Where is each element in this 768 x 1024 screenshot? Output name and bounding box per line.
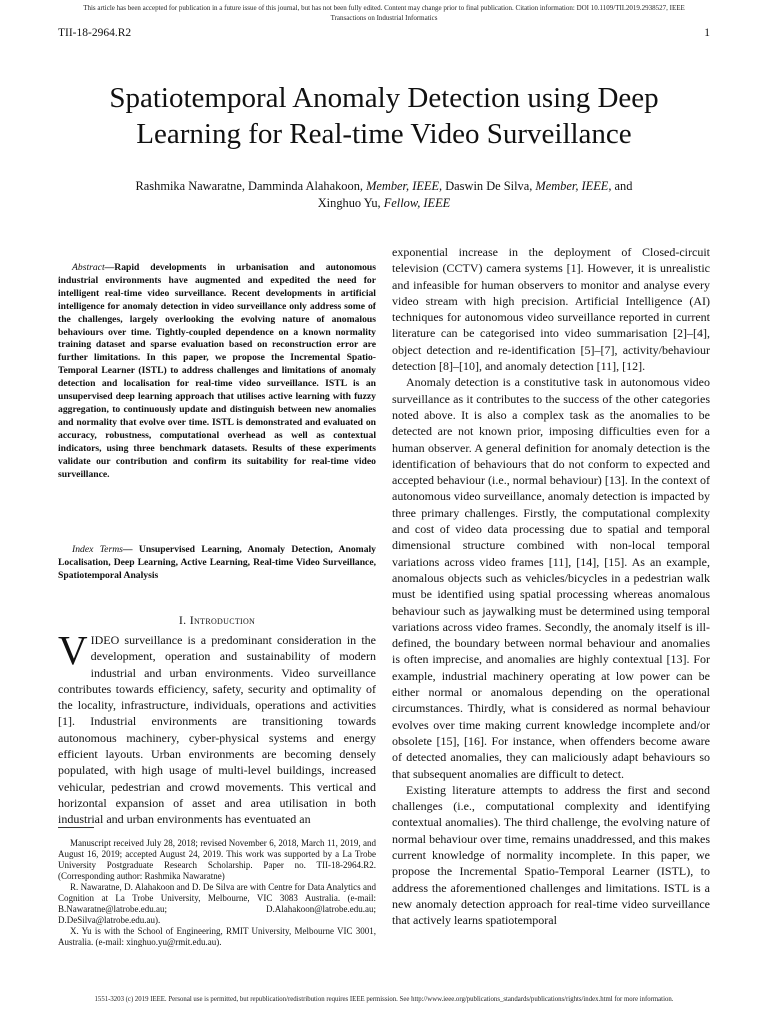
- index-terms-label: Index Terms: [72, 544, 123, 555]
- abstract: [58, 262, 376, 481]
- footnote-manuscript: Manuscript received July 28, 2018; revised November 6, 2018, March 11, 2019, and August 16, 2019; accepted August 24, 2019. This work was supported by a La Trobe University Postgraduate Research Scholarship. Paper no. TII-18-2964.R2. (Corresponding author: Rashmika Nawaratne): [58, 838, 376, 881]
- index-terms-text: — Unsupervised Learning, Anomaly Detection, Anomaly Localisation, Deep Learning, Active Learning, Real-time Video Surveillance, Spatiotemporal Analysis: [58, 544, 376, 581]
- right-paragraph-1: exponential increase in the deployment of Closed-circuit television (CCTV) camera systems [1]. However, it is unrealistic and infeasible for human observers to monitor and analyse every video stream with high precision. Artificial Intelligence (AI) techniques for autonomous video surveillance reported in current literature can be categorised into video summarisation [2]–[4], object detection and re-identification [5]–[7], activity/behaviour detection [8]–[10], and anomaly detection [11], [12].: [392, 245, 710, 374]
- footnotes: [58, 838, 376, 948]
- paper-title-line1: Spatiotemporal Anomaly Detection using Deep: [109, 82, 659, 114]
- publication-notice-line2: Transactions on Industrial Informatics: [330, 14, 438, 22]
- introduction-text: IDEO surveillance is a predominant consideration in the development, operation and sustainability of modern industrial and urban environments. Video surveillance contributes towards efficiency, safety, security and optimality of the locality, infrastructure, individuals, operations and activities [1]. Industrial environments are transitioning towards autonomous machinery, cyber-physical systems and energy efficient layouts. Urban environments are becoming densely populated, with high usage of multi-level buildings, increased vehicular, pedestrian and crowd movements. This vertical and horizontal expansion of asset and area utilisation in both industrial and urban environments has eventuated an: [58, 633, 376, 827]
- author-conjunction: and: [611, 179, 633, 193]
- publication-notice-line1: This article has been accepted for publication in a future issue of this journal, but has not been fully edited. Content may change prior to final publication. Citation information: DOI 10.1109/TII.2019.2938527, IEEE: [83, 4, 685, 12]
- index-terms: [58, 544, 376, 583]
- copyright-footer: 1551-3203 (c) 2019 IEEE. Personal use is permitted, but republication/redistribution requires IEEE permission. See http://www.ieee.org/publications_standards/publications/rights/index.html for more information.: [94, 996, 674, 1003]
- right-paragraph-2: Anomaly detection is a constitutive task in autonomous video surveillance as it contributes to the success of the other categories noted above. It is also a complex task as the anomalies to be detected are not known prior, imposing difficulties even for a human observer. A general definition for anomaly detection is the identification of behaviours that do not conform to expected and accepted behaviour (i.e., normal behaviour) [13]. In the context of autonomous video surveillance, anomaly detection is impacted by three primary challenges. Firstly, the computational complexity and cost of video data processing due to spatial and temporal dimensional structure combined with non-local temporal variations across video frames [11], [14], [15]. As an example, anomalous objects such as vehicles/bicycles in a pedestrian walk must be identified using spatial processing whereas anomalous behaviour such as jaywalking must be determined using temporal variations across video frames. Secondly, the anomaly itself is ill-defined, the boundary between normal behaviour and anomalies is often imprecise, and anomalies are highly contextual [13]. For example, industrial machinery operating at low power can be either normal or anomalous depending on the operational circumstances. Thirdly, what is considered as normal behaviour evolves over time making current knowledge incomplete and/or obsolete [15], [16]. For instance, when offenders become aware of detected anomalies, they can maliciously adapt behaviours so that subsequent anomalies are difficult to detect.: [392, 375, 710, 781]
- right-paragraph-3: Existing literature attempts to address the first and second challenges (i.e., computational complexity and identifying contextual anomalies). The third challenge, the evolving nature of normal behaviour over time, remains unaddressed, and this makes current knowledge of normality incomplete. In this paper, we propose the Incremental Spatio-Temporal Learner (ISTL), to address the aforementioned challenges and limitations. ISTL is a new anomaly detection approach for real-time video surveillance that actively learns spatiotemporal: [392, 782, 710, 928]
- author-2-membership: Member, IEEE,: [535, 179, 612, 193]
- introduction-paragraph: [58, 627, 376, 828]
- author-1-membership: Member, IEEE,: [366, 179, 443, 193]
- footnote-divider: [58, 827, 94, 828]
- footnote-affiliation-latrobe: R. Nawaratne, D. Alahakoon and D. De Silva are with Centre for Data Analytics and Cognition at La Trobe University, Melbourne, VIC 3083 Australia. (e-mail: B.Nawaratne@latrobe.edu.au; D.Alahakoon@latrobe.edu.au; D.DeSilva@latrobe.edu.au).: [58, 882, 376, 925]
- author-list: [60, 178, 708, 211]
- author-1: Rashmika Nawaratne, Damminda Alahakoon,: [135, 179, 367, 193]
- paper-title-line2: Learning for Real-time Video Surveillance: [136, 118, 632, 150]
- footnote-affiliation-rmit: X. Yu is with the School of Engineering, RMIT University, Melbourne VIC 3001, Australia. (e-mail: xinghuo.yu@rmit.edu.au).: [58, 926, 376, 947]
- section-number: I.: [178, 613, 190, 627]
- running-header-id: TII-18-2964.R2: [58, 27, 132, 39]
- page-number: 1: [704, 27, 710, 39]
- author-3-membership: Fellow, IEEE: [383, 195, 451, 210]
- drop-cap: V: [58, 627, 88, 673]
- section-heading-introduction: [58, 613, 376, 628]
- abstract-text: —Rapid developments in urbanisation and autonomous industrial environments have augmented and expedited the need for intelligent real-time video surveillance. Recent developments in artificial intelligence for anomaly detection in video surveillance only address some of the challenges, largely overlooking the evolving nature of anomalous behaviours over time. Tightly-coupled dependence on a known normality training dataset and sparse evaluation based on reconstruction error are further limitations. In this paper, we propose the Incremental Spatio-Temporal Learner (ISTL) to address challenges and limitations of anomaly detection and localisation for real-time video surveillance. ISTL is an unsupervised deep learning approach that utilises active learning with fuzzy aggregation, to continuously update and distinguish between new anomalies and normality that evolve over time. ISTL is demonstrated and evaluated on accuracy, robustness, computational overhead as well as contextual indicators, using three benchmark datasets. Results of these experiments validate our contribution and confirm its suitability for real-time video surveillance.: [58, 262, 376, 480]
- section-title: Introduction: [189, 613, 256, 627]
- author-2: Daswin De Silva,: [442, 179, 536, 193]
- author-3: Xinghuo Yu,: [317, 195, 384, 210]
- abstract-label: Abstract: [72, 262, 105, 273]
- publication-notice: [20, 3, 748, 23]
- paper-title: [40, 80, 728, 152]
- right-column: [392, 244, 710, 928]
